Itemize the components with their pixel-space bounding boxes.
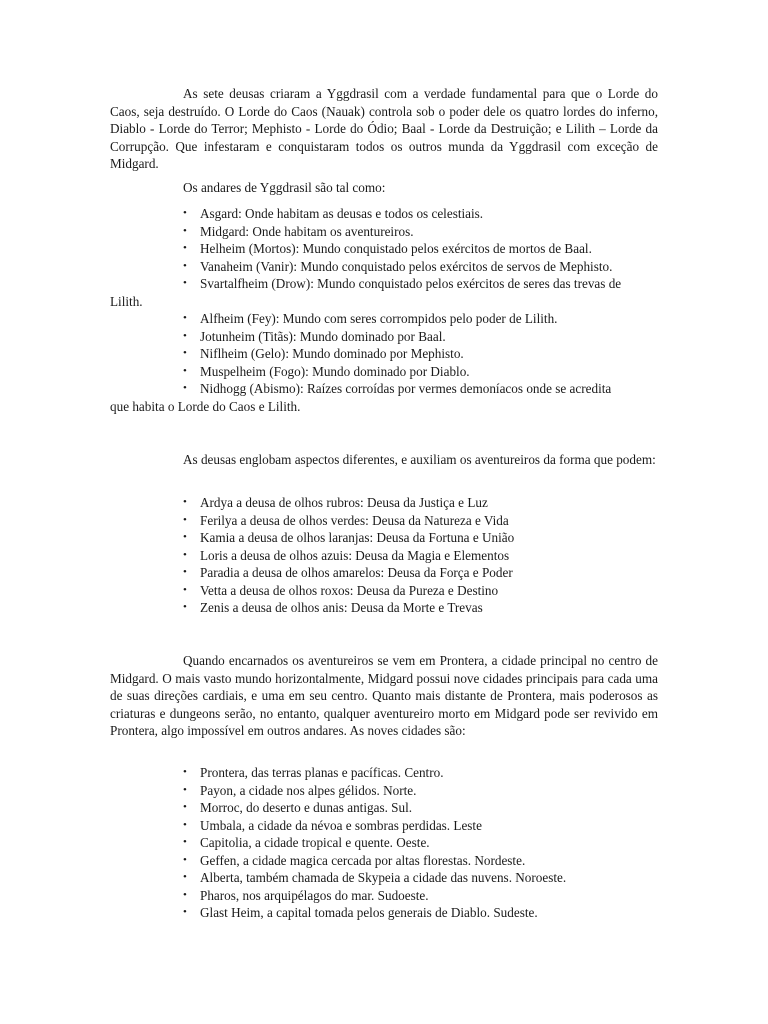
list-item: • Asgard: Onde habitam as deusas e todos os celestiais. <box>183 206 484 221</box>
list-item: • Vanaheim (Vanir): Mundo conquistado pelos exércitos de servos de Mephisto. <box>183 258 613 274</box>
bullet-icon: • <box>183 836 187 848</box>
bullet-icon: • <box>183 259 187 272</box>
list-item: • Helheim (Mortos): Mundo conquistado pelos exércitos de mortos de Baal. <box>183 241 592 256</box>
list-item: • Jotunheim (Titãs): Mundo dominado por Baal. <box>183 328 446 344</box>
bullet-icon: • <box>183 583 187 596</box>
list-item: • Alfheim (Fey): Mundo com seres corrompidos pelo poder de Lilith. <box>183 311 558 326</box>
list-item: • Muspelheim (Fogo): Mundo dominado por Diablo. <box>183 363 470 379</box>
floors-list <box>110 205 658 415</box>
list-item: • Nidhogg (Abismo): Raízes corroídas por vermes demoníacos onde se acredita <box>183 381 612 396</box>
list-item: • Ardya a deusa de olhos rubros: Deusa da Justiça e Luz <box>183 495 488 510</box>
bullet-icon: • <box>183 766 187 778</box>
bullet-icon: • <box>183 818 187 831</box>
list-item: • Geffen, a cidade magica cercada por altas florestas. Nordeste. <box>183 852 526 868</box>
bullet-icon: • <box>183 906 187 918</box>
list-item: • Glast Heim, a capital tomada pelos generais de Diablo. Sudeste. <box>183 905 538 920</box>
bullet-icon: • <box>183 242 187 254</box>
list-item: • Vetta a deusa de olhos roxos: Deusa da Pureza e Destino <box>183 582 499 598</box>
bullet-icon: • <box>183 329 187 342</box>
list-item: • Pharos, nos arquipélagos do mar. Sudoeste. <box>183 887 429 903</box>
list-item: • Umbala, a cidade da névoa e sombras perdidas. Leste <box>183 817 482 833</box>
list-item: • Zenis a deusa de olhos anis: Deusa da Morte e Trevas <box>183 600 483 615</box>
goddesses-intro-paragraph: As deusas englobam aspectos diferentes, e auxiliam os aventureiros da forma que podem: <box>183 452 656 467</box>
intro-paragraph: As sete deusas criaram a Yggdrasil com a verdade fundamental para que o Lorde do Caos, seja destruído. O Lorde do Caos (Nauak) controla sob o poder dele os quatro lordes do inferno, Diablo - Lorde do Terror; Mephisto - Lorde do Ódio; Baal - Lorde da Destruição; e Lilith – Lorde da Corrupção. Que infestaram e conquistaram todos os outros munda da Yggdrasil com exceção de Midgard. <box>110 86 658 171</box>
list-item: • Payon, a cidade nos alpes gélidos. Norte. <box>183 782 417 798</box>
bullet-icon: • <box>183 382 187 394</box>
bullet-icon: • <box>183 364 187 377</box>
list-item: • Alberta, também chamada de Skypeia a cidade das nuvens. Noroeste. <box>183 870 567 885</box>
prontera-paragraph: Quando encarnados os aventureiros se vem em Prontera, a cidade principal no centro de Midgard. O mais vasto mundo horizontalmente, Midgard possui nove cidades principais para cada uma de suas direções cardiais, e uma em seu centro. Quanto mais distante de Prontera, mais poderosos as criaturas e dungeons serão, no entanto, qualquer aventureiro morto em Midgard pode ser revivido em Prontera, algo impossível em outros andares. As noves cidades são: <box>110 653 658 738</box>
bullet-icon: • <box>183 347 187 359</box>
goddesses-list <box>110 494 658 617</box>
list-item: • Prontera, das terras planas e pacíficas. Centro. <box>183 765 444 780</box>
cities-list <box>110 764 658 922</box>
bullet-icon: • <box>183 277 187 289</box>
bullet-icon: • <box>183 312 187 324</box>
list-item: • Loris a deusa de olhos azuis: Deusa da Magia e Elementos <box>183 547 510 563</box>
bullet-icon: • <box>183 548 187 561</box>
bullet-icon: • <box>183 513 187 526</box>
bullet-icon: • <box>183 531 187 543</box>
bullet-icon: • <box>183 853 187 866</box>
list-item: • Svartalfheim (Drow): Mundo conquistado pelos exércitos de seres das trevas de <box>183 276 622 291</box>
list-item-continuation: que habita o Lorde do Caos e Lilith. <box>110 398 301 414</box>
list-item: • Niflheim (Gelo): Mundo dominado por Mephisto. <box>183 346 464 361</box>
bullet-icon: • <box>183 224 187 237</box>
bullet-icon: • <box>183 601 187 613</box>
bullet-icon: • <box>183 888 187 901</box>
list-item: • Midgard: Onde habitam os aventureiros. <box>183 223 414 239</box>
list-item: • Ferilya a deusa de olhos verdes: Deusa da Natureza e Vida <box>183 512 509 528</box>
list-item: • Kamia a deusa de olhos laranjas: Deusa da Fortuna e União <box>183 530 515 545</box>
floors-heading: Os andares de Yggdrasil são tal como: <box>183 180 386 195</box>
list-item: • Paradia a deusa de olhos amarelos: Deusa da Força e Poder <box>183 565 513 580</box>
list-item: • Capitolia, a cidade tropical e quente. Oeste. <box>183 835 430 850</box>
bullet-icon: • <box>183 207 187 219</box>
list-item-continuation: Lilith. <box>110 293 143 309</box>
bullet-icon: • <box>183 783 187 796</box>
bullet-icon: • <box>183 566 187 578</box>
bullet-icon: • <box>183 871 187 883</box>
bullet-icon: • <box>183 801 187 813</box>
bullet-icon: • <box>183 496 187 508</box>
list-item: • Morroc, do deserto e dunas antigas. Sul. <box>183 800 413 815</box>
